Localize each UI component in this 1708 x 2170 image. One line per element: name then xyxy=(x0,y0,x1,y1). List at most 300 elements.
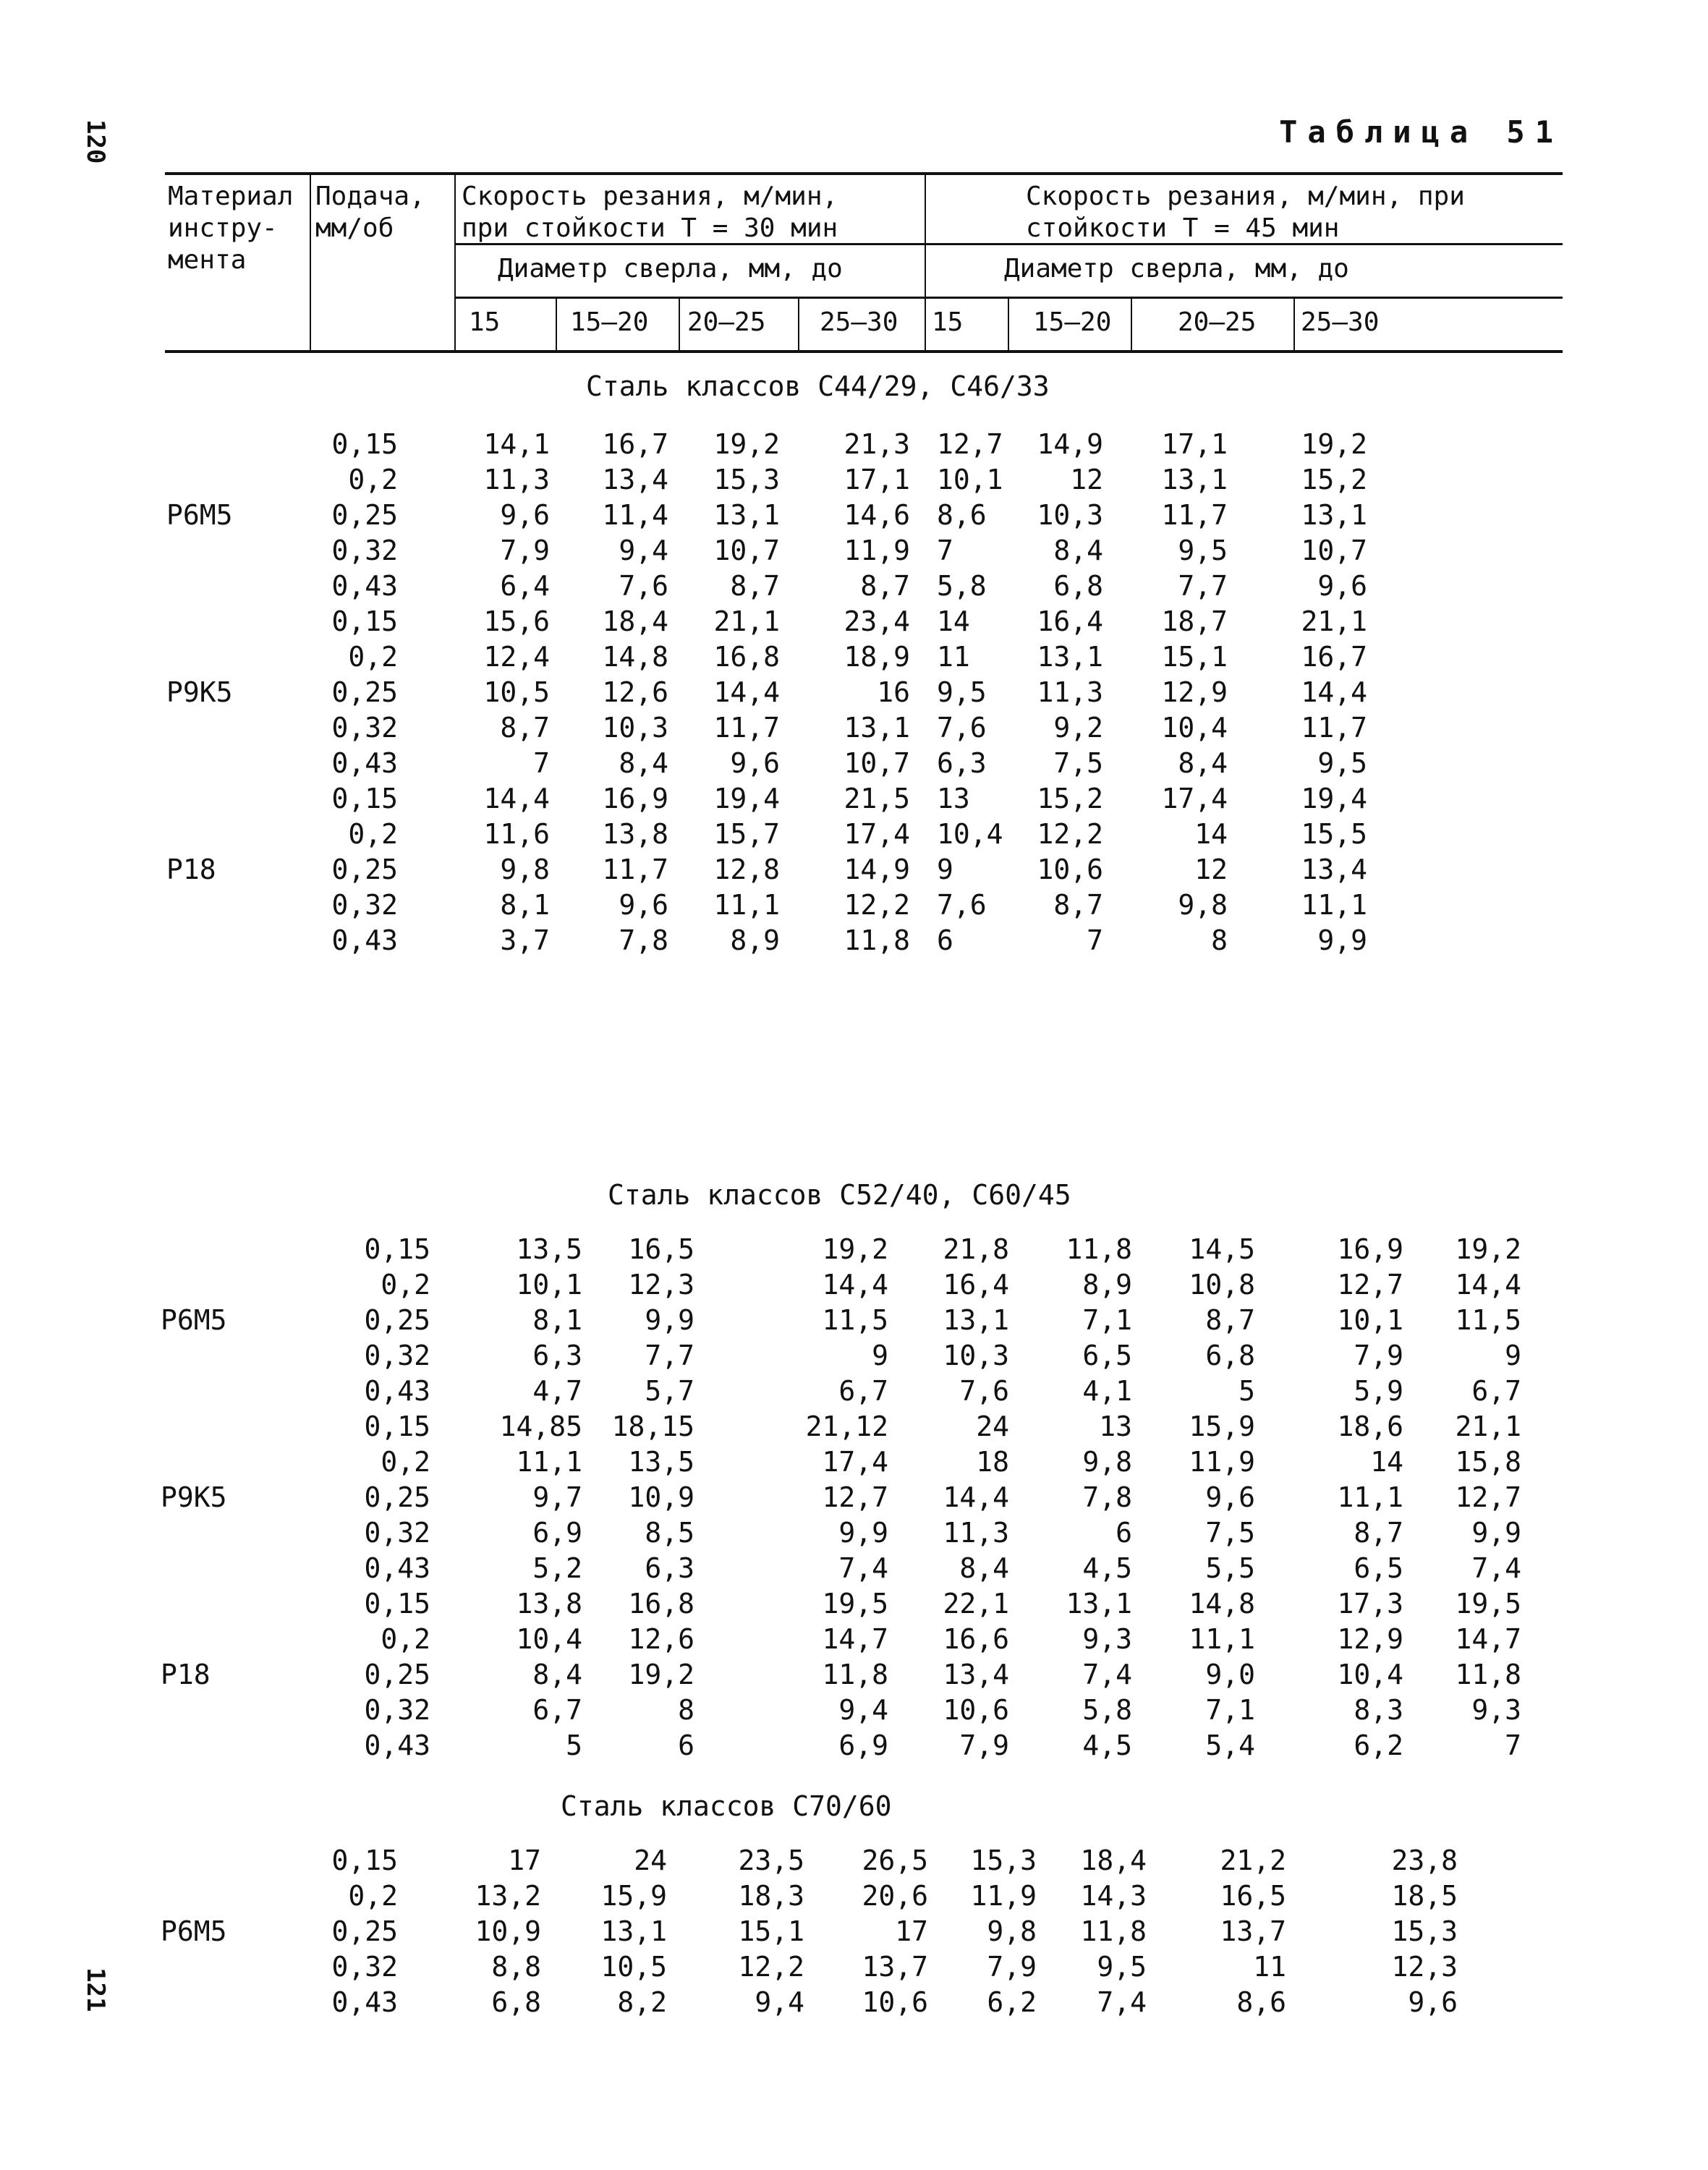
header-col30-1: 15 xyxy=(469,307,501,337)
table-row xyxy=(0,1623,1708,1658)
table-row xyxy=(0,1269,1708,1303)
speed-cell: 20,6 xyxy=(862,1880,928,1912)
speed-cell: 8,6 xyxy=(1236,1986,1286,2018)
header-material-2: инстру- xyxy=(168,213,278,243)
speed-cell: 5 xyxy=(1238,1375,1255,1407)
speed-cell: 7,4 xyxy=(1471,1552,1521,1584)
speed-cell: 14,3 xyxy=(1080,1880,1147,1912)
material-label: Р9К5 xyxy=(166,676,233,708)
speed-cell: 10,4 xyxy=(516,1623,582,1655)
speed-cell: 13,7 xyxy=(862,1951,928,1983)
speed-cell: 10,6 xyxy=(862,1986,928,2018)
speed-cell: 18,6 xyxy=(1337,1410,1403,1442)
speed-cell: 11,4 xyxy=(602,499,668,531)
feed-cell: 0,43 xyxy=(331,570,398,602)
speed-cell: 11,7 xyxy=(1161,499,1228,531)
speed-cell: 5,5 xyxy=(1205,1552,1255,1584)
speed-cell: 7,8 xyxy=(619,924,668,956)
header-col45-2: 15–20 xyxy=(1033,307,1112,337)
speed-cell: 13,5 xyxy=(516,1233,582,1265)
section-title: Сталь классов С70/60 xyxy=(561,1790,892,1822)
speed-cell: 8,4 xyxy=(1053,535,1103,566)
header-col45-4: 25–30 xyxy=(1301,307,1380,337)
table-row xyxy=(0,1410,1708,1445)
speed-cell: 10,3 xyxy=(943,1340,1009,1371)
speed-cell: 6,2 xyxy=(1354,1729,1403,1761)
speed-cell: 16,8 xyxy=(628,1588,694,1620)
speed-cell: 14 xyxy=(937,605,970,637)
speed-cell: 11,5 xyxy=(822,1304,888,1336)
feed-cell: 0,25 xyxy=(364,1481,430,1513)
speed-cell: 9,9 xyxy=(838,1517,888,1549)
feed-cell: 0,25 xyxy=(331,1915,398,1947)
speed-cell: 18,15 xyxy=(611,1410,694,1442)
feed-cell: 0,15 xyxy=(364,1588,430,1620)
speed-cell: 7,4 xyxy=(1082,1659,1132,1690)
speed-cell: 11,1 xyxy=(516,1446,582,1478)
feed-cell: 0,15 xyxy=(364,1410,430,1442)
speed-cell: 16,7 xyxy=(602,428,668,460)
speed-cell: 9,8 xyxy=(1082,1446,1132,1478)
header-feed-2: мм/об xyxy=(315,213,394,243)
speed-cell: 13,5 xyxy=(628,1446,694,1478)
speed-cell: 21,3 xyxy=(844,428,910,460)
header-material-1: Материал xyxy=(168,182,294,211)
speed-cell: 7,4 xyxy=(838,1552,888,1584)
speed-cell: 17 xyxy=(508,1845,541,1876)
speed-cell: 8 xyxy=(678,1694,694,1726)
speed-cell: 16,4 xyxy=(1037,605,1103,637)
speed-cell: 18,4 xyxy=(1080,1845,1147,1876)
page-number-top: 120 xyxy=(81,119,110,164)
speed-cell: 9,5 xyxy=(1178,535,1228,566)
speed-cell: 18,9 xyxy=(844,641,910,673)
speed-cell: 4,7 xyxy=(532,1375,582,1407)
speed-cell: 10,7 xyxy=(1301,535,1367,566)
speed-cell: 15,5 xyxy=(1301,818,1367,850)
speed-cell: 6,3 xyxy=(937,747,987,779)
speed-cell: 5,2 xyxy=(532,1552,582,1584)
speed-cell: 6 xyxy=(937,924,953,956)
speed-cell: 13 xyxy=(937,783,970,814)
table-row xyxy=(0,1233,1708,1268)
speed-cell: 7,7 xyxy=(1178,570,1228,602)
speed-cell: 13,2 xyxy=(475,1880,541,1912)
speed-cell: 5,9 xyxy=(1354,1375,1403,1407)
feed-cell: 0,25 xyxy=(331,854,398,885)
speed-cell: 14,4 xyxy=(1455,1269,1521,1301)
feed-cell: 0,2 xyxy=(348,641,398,673)
speed-cell: 6,9 xyxy=(532,1517,582,1549)
speed-cell: 14,4 xyxy=(713,676,780,708)
speed-cell: 11,8 xyxy=(844,924,910,956)
speed-cell: 8,4 xyxy=(532,1659,582,1690)
speed-cell: 15,6 xyxy=(483,605,550,637)
speed-cell: 3,7 xyxy=(500,924,550,956)
speed-cell: 16,8 xyxy=(713,641,780,673)
speed-cell: 10,5 xyxy=(483,676,550,708)
section-title: Сталь классов С44/29, С46/33 xyxy=(586,370,1050,402)
speed-cell: 18,3 xyxy=(738,1880,804,1912)
speed-cell: 11,1 xyxy=(713,889,780,921)
feed-cell: 0,2 xyxy=(381,1269,430,1301)
material-label: Р6М5 xyxy=(166,499,233,531)
speed-cell: 7,6 xyxy=(937,712,987,744)
speed-cell: 9,9 xyxy=(1471,1517,1521,1549)
speed-cell: 21,5 xyxy=(844,783,910,814)
speed-cell: 9,9 xyxy=(645,1304,694,1336)
speed-cell: 5,7 xyxy=(645,1375,694,1407)
speed-cell: 7,9 xyxy=(959,1729,1009,1761)
speed-cell: 11,1 xyxy=(1301,889,1367,921)
table-row xyxy=(0,1517,1708,1552)
speed-cell: 17 xyxy=(895,1915,928,1947)
speed-cell: 6,5 xyxy=(1354,1552,1403,1584)
speed-cell: 8,7 xyxy=(730,570,780,602)
table-row xyxy=(0,570,1708,605)
speed-cell: 22,1 xyxy=(943,1588,1009,1620)
speed-cell: 21,8 xyxy=(943,1233,1009,1265)
speed-cell: 17,4 xyxy=(844,818,910,850)
speed-cell: 11,9 xyxy=(844,535,910,566)
speed-cell: 12,9 xyxy=(1161,676,1228,708)
speed-cell: 24 xyxy=(976,1410,1009,1442)
speed-cell: 19,2 xyxy=(713,428,780,460)
speed-cell: 5,8 xyxy=(1082,1694,1132,1726)
speed-cell: 11,3 xyxy=(943,1517,1009,1549)
table-row xyxy=(0,1659,1708,1693)
speed-cell: 8,2 xyxy=(617,1986,667,2018)
speed-cell: 16 xyxy=(877,676,910,708)
speed-cell: 7,1 xyxy=(1205,1694,1255,1726)
speed-cell: 13,1 xyxy=(943,1304,1009,1336)
speed-cell: 8,7 xyxy=(1205,1304,1255,1336)
speed-cell: 10,6 xyxy=(943,1694,1009,1726)
speed-cell: 14,8 xyxy=(1189,1588,1255,1620)
speed-cell: 11,1 xyxy=(1189,1623,1255,1655)
speed-cell: 7 xyxy=(1505,1729,1521,1761)
table-row xyxy=(0,747,1708,782)
speed-cell: 6,5 xyxy=(1082,1340,1132,1371)
speed-cell: 12,3 xyxy=(1391,1951,1458,1983)
speed-cell: 13,4 xyxy=(602,464,668,495)
speed-cell: 12,4 xyxy=(483,641,550,673)
table-row xyxy=(0,1986,1708,2021)
feed-cell: 0,15 xyxy=(331,605,398,637)
feed-cell: 0,32 xyxy=(364,1340,430,1371)
speed-cell: 12,7 xyxy=(822,1481,888,1513)
speed-cell: 13,7 xyxy=(1220,1915,1286,1947)
speed-cell: 10,5 xyxy=(600,1951,667,1983)
speed-cell: 9,2 xyxy=(1053,712,1103,744)
speed-cell: 12 xyxy=(1194,854,1228,885)
header-col30-4: 25–30 xyxy=(820,307,898,337)
speed-cell: 15,9 xyxy=(600,1880,667,1912)
speed-cell: 21,1 xyxy=(1301,605,1367,637)
speed-cell: 6,8 xyxy=(491,1986,541,2018)
speed-cell: 19,2 xyxy=(628,1659,694,1690)
feed-cell: 0,32 xyxy=(331,1951,398,1983)
speed-cell: 6 xyxy=(678,1729,694,1761)
speed-cell: 10,6 xyxy=(1037,854,1103,885)
feed-cell: 0,2 xyxy=(381,1446,430,1478)
feed-cell: 0,25 xyxy=(331,676,398,708)
speed-cell: 10,9 xyxy=(475,1915,541,1947)
speed-cell: 21,2 xyxy=(1220,1845,1286,1876)
speed-cell: 14,8 xyxy=(602,641,668,673)
speed-cell: 10,3 xyxy=(602,712,668,744)
feed-cell: 0,43 xyxy=(364,1552,430,1584)
speed-cell: 17,4 xyxy=(1161,783,1228,814)
speed-cell: 14,7 xyxy=(1455,1623,1521,1655)
material-label: Р9К5 xyxy=(161,1481,227,1513)
speed-cell: 8,7 xyxy=(860,570,910,602)
speed-cell: 10,7 xyxy=(713,535,780,566)
speed-cell: 16,9 xyxy=(602,783,668,814)
speed-cell: 5,8 xyxy=(937,570,987,602)
speed-cell: 10,1 xyxy=(1337,1304,1403,1336)
header-col45-1: 15 xyxy=(932,307,964,337)
table-row xyxy=(0,641,1708,676)
speed-cell: 14,4 xyxy=(822,1269,888,1301)
speed-cell: 9,8 xyxy=(1178,889,1228,921)
speed-cell: 14,4 xyxy=(483,783,550,814)
speed-cell: 6,7 xyxy=(1471,1375,1521,1407)
speed-cell: 13,1 xyxy=(713,499,780,531)
speed-cell: 12,8 xyxy=(713,854,780,885)
speed-cell: 8,9 xyxy=(730,924,780,956)
header-col45-3: 20–25 xyxy=(1178,307,1257,337)
speed-cell: 6,9 xyxy=(838,1729,888,1761)
speed-cell: 9,5 xyxy=(1317,747,1367,779)
speed-cell: 12,6 xyxy=(628,1623,694,1655)
material-label: Р6М5 xyxy=(161,1304,227,1336)
table-row xyxy=(0,1552,1708,1587)
feed-cell: 0,43 xyxy=(364,1729,430,1761)
feed-cell: 0,32 xyxy=(364,1694,430,1726)
speed-cell: 11,7 xyxy=(602,854,668,885)
speed-cell: 7,6 xyxy=(959,1375,1009,1407)
feed-cell: 0,2 xyxy=(348,818,398,850)
feed-cell: 0,15 xyxy=(331,1845,398,1876)
table-row xyxy=(0,924,1708,959)
table-row xyxy=(0,535,1708,569)
speed-cell: 16,5 xyxy=(628,1233,694,1265)
speed-cell: 10,4 xyxy=(1337,1659,1403,1690)
speed-cell: 8,9 xyxy=(1082,1269,1132,1301)
table-row xyxy=(0,464,1708,498)
speed-cell: 8,7 xyxy=(1053,889,1103,921)
speed-cell: 9,8 xyxy=(500,854,550,885)
speed-cell: 7,4 xyxy=(1097,1986,1147,2018)
feed-cell: 0,32 xyxy=(331,712,398,744)
feed-cell: 0,25 xyxy=(331,499,398,531)
speed-cell: 9,8 xyxy=(987,1915,1037,1947)
feed-cell: 0,43 xyxy=(331,747,398,779)
speed-cell: 9,6 xyxy=(500,499,550,531)
speed-cell: 14 xyxy=(1194,818,1228,850)
speed-cell: 12,2 xyxy=(738,1951,804,1983)
speed-cell: 9,7 xyxy=(532,1481,582,1513)
speed-cell: 8,8 xyxy=(491,1951,541,1983)
speed-cell: 12,2 xyxy=(844,889,910,921)
speed-cell: 15,2 xyxy=(1037,783,1103,814)
speed-cell: 11,7 xyxy=(713,712,780,744)
speed-cell: 9,5 xyxy=(1097,1951,1147,1983)
speed-cell: 14,9 xyxy=(1037,428,1103,460)
speed-cell: 9,6 xyxy=(1408,1986,1458,2018)
speed-cell: 13,1 xyxy=(1066,1588,1132,1620)
speed-cell: 7 xyxy=(937,535,953,566)
speed-cell: 5 xyxy=(566,1729,582,1761)
feed-cell: 0,32 xyxy=(331,535,398,566)
speed-cell: 11,3 xyxy=(1037,676,1103,708)
speed-cell: 19,2 xyxy=(822,1233,888,1265)
speed-cell: 18,5 xyxy=(1391,1880,1458,1912)
speed-cell: 17,4 xyxy=(822,1446,888,1478)
speed-cell: 15,3 xyxy=(713,464,780,495)
speed-cell: 7 xyxy=(533,747,550,779)
speed-cell: 10,4 xyxy=(1161,712,1228,744)
speed-cell: 18,7 xyxy=(1161,605,1228,637)
speed-cell: 11,9 xyxy=(1189,1446,1255,1478)
speed-cell: 16,5 xyxy=(1220,1880,1286,1912)
speed-cell: 19,4 xyxy=(713,783,780,814)
speed-cell: 23,5 xyxy=(738,1845,804,1876)
speed-cell: 9,4 xyxy=(755,1986,804,2018)
speed-cell: 14,5 xyxy=(1189,1233,1255,1265)
speed-cell: 9 xyxy=(872,1340,888,1371)
speed-cell: 7,6 xyxy=(619,570,668,602)
header-diam-30: Диаметр сверла, мм, до xyxy=(498,254,843,284)
speed-cell: 21,1 xyxy=(713,605,780,637)
speed-cell: 26,5 xyxy=(862,1845,928,1876)
speed-cell: 19,2 xyxy=(1455,1233,1521,1265)
speed-cell: 12,7 xyxy=(1455,1481,1521,1513)
table-row xyxy=(0,783,1708,817)
table-row xyxy=(0,428,1708,463)
speed-cell: 8,1 xyxy=(532,1304,582,1336)
table-header xyxy=(165,172,1563,353)
table-row xyxy=(0,499,1708,534)
speed-cell: 12,2 xyxy=(1037,818,1103,850)
speed-cell: 11,1 xyxy=(1337,1481,1403,1513)
speed-cell: 11 xyxy=(937,641,970,673)
header-col30-3: 20–25 xyxy=(687,307,766,337)
speed-cell: 14 xyxy=(1370,1446,1403,1478)
speed-cell: 13 xyxy=(1099,1410,1132,1442)
speed-cell: 16,7 xyxy=(1301,641,1367,673)
speed-cell: 21,1 xyxy=(1455,1410,1521,1442)
speed-cell: 7,9 xyxy=(1354,1340,1403,1371)
speed-cell: 13,4 xyxy=(943,1659,1009,1690)
speed-cell: 13,4 xyxy=(1301,854,1367,885)
material-label: Р18 xyxy=(166,854,216,885)
speed-cell: 9,4 xyxy=(838,1694,888,1726)
feed-cell: 0,25 xyxy=(364,1304,430,1336)
speed-cell: 10,1 xyxy=(516,1269,582,1301)
speed-cell: 11,8 xyxy=(1066,1233,1132,1265)
table-row xyxy=(0,1446,1708,1481)
header-feed-1: Подача, xyxy=(315,182,425,211)
feed-cell: 0,43 xyxy=(364,1375,430,1407)
speed-cell: 7,5 xyxy=(1205,1517,1255,1549)
speed-cell: 21,12 xyxy=(805,1410,888,1442)
table-row xyxy=(0,1694,1708,1729)
speed-cell: 6,2 xyxy=(987,1986,1037,2018)
speed-cell: 17,1 xyxy=(1161,428,1228,460)
speed-cell: 13,1 xyxy=(844,712,910,744)
table-row xyxy=(0,1880,1708,1915)
header-speed30-2: при стойкости T = 30 мин xyxy=(462,213,838,243)
table-row xyxy=(0,1481,1708,1516)
feed-cell: 0,2 xyxy=(348,1880,398,1912)
speed-cell: 8,1 xyxy=(500,889,550,921)
speed-cell: 4,5 xyxy=(1082,1552,1132,1584)
speed-cell: 8 xyxy=(1211,924,1228,956)
speed-cell: 12,7 xyxy=(937,428,1003,460)
speed-cell: 17,3 xyxy=(1337,1588,1403,1620)
section-title: Сталь классов С52/40, С60/45 xyxy=(608,1179,1071,1211)
table-row xyxy=(0,1951,1708,1986)
speed-cell: 9,5 xyxy=(937,676,987,708)
speed-cell: 15,1 xyxy=(1161,641,1228,673)
speed-cell: 12,7 xyxy=(1337,1269,1403,1301)
speed-cell: 13,8 xyxy=(516,1588,582,1620)
speed-cell: 8,4 xyxy=(619,747,668,779)
speed-cell: 16,9 xyxy=(1337,1233,1403,1265)
speed-cell: 9,4 xyxy=(619,535,668,566)
feed-cell: 0,2 xyxy=(381,1623,430,1655)
speed-cell: 8,4 xyxy=(959,1552,1009,1584)
speed-cell: 7,7 xyxy=(645,1340,694,1371)
speed-cell: 13,1 xyxy=(600,1915,667,1947)
table-row xyxy=(0,1588,1708,1622)
speed-cell: 14,1 xyxy=(483,428,550,460)
header-speed45-1: Скорость резания, м/мин, при xyxy=(1026,182,1465,211)
speed-cell: 13,1 xyxy=(1161,464,1228,495)
speed-cell: 11,7 xyxy=(1301,712,1367,744)
feed-cell: 0,25 xyxy=(364,1659,430,1690)
feed-cell: 0,15 xyxy=(331,428,398,460)
speed-cell: 15,3 xyxy=(970,1845,1037,1876)
speed-cell: 13,1 xyxy=(1037,641,1103,673)
speed-cell: 16,4 xyxy=(943,1269,1009,1301)
table-row xyxy=(0,1304,1708,1339)
speed-cell: 19,5 xyxy=(1455,1588,1521,1620)
speed-cell: 11,5 xyxy=(1455,1304,1521,1336)
speed-cell: 19,5 xyxy=(822,1588,888,1620)
speed-cell: 19,2 xyxy=(1301,428,1367,460)
speed-cell: 4,1 xyxy=(1082,1375,1132,1407)
speed-cell: 12,6 xyxy=(602,676,668,708)
speed-cell: 12,3 xyxy=(628,1269,694,1301)
speed-cell: 11,8 xyxy=(1080,1915,1147,1947)
speed-cell: 15,1 xyxy=(738,1915,804,1947)
speed-cell: 7,9 xyxy=(987,1951,1037,1983)
table-row xyxy=(0,1375,1708,1410)
speed-cell: 13,1 xyxy=(1301,499,1367,531)
table-row xyxy=(0,605,1708,640)
speed-cell: 9 xyxy=(937,854,953,885)
table-row xyxy=(0,1915,1708,1950)
speed-cell: 8,3 xyxy=(1354,1694,1403,1726)
speed-cell: 14,6 xyxy=(844,499,910,531)
speed-cell: 6,8 xyxy=(1053,570,1103,602)
speed-cell: 18,4 xyxy=(602,605,668,637)
speed-cell: 10,4 xyxy=(937,818,1003,850)
speed-cell: 12,9 xyxy=(1337,1623,1403,1655)
